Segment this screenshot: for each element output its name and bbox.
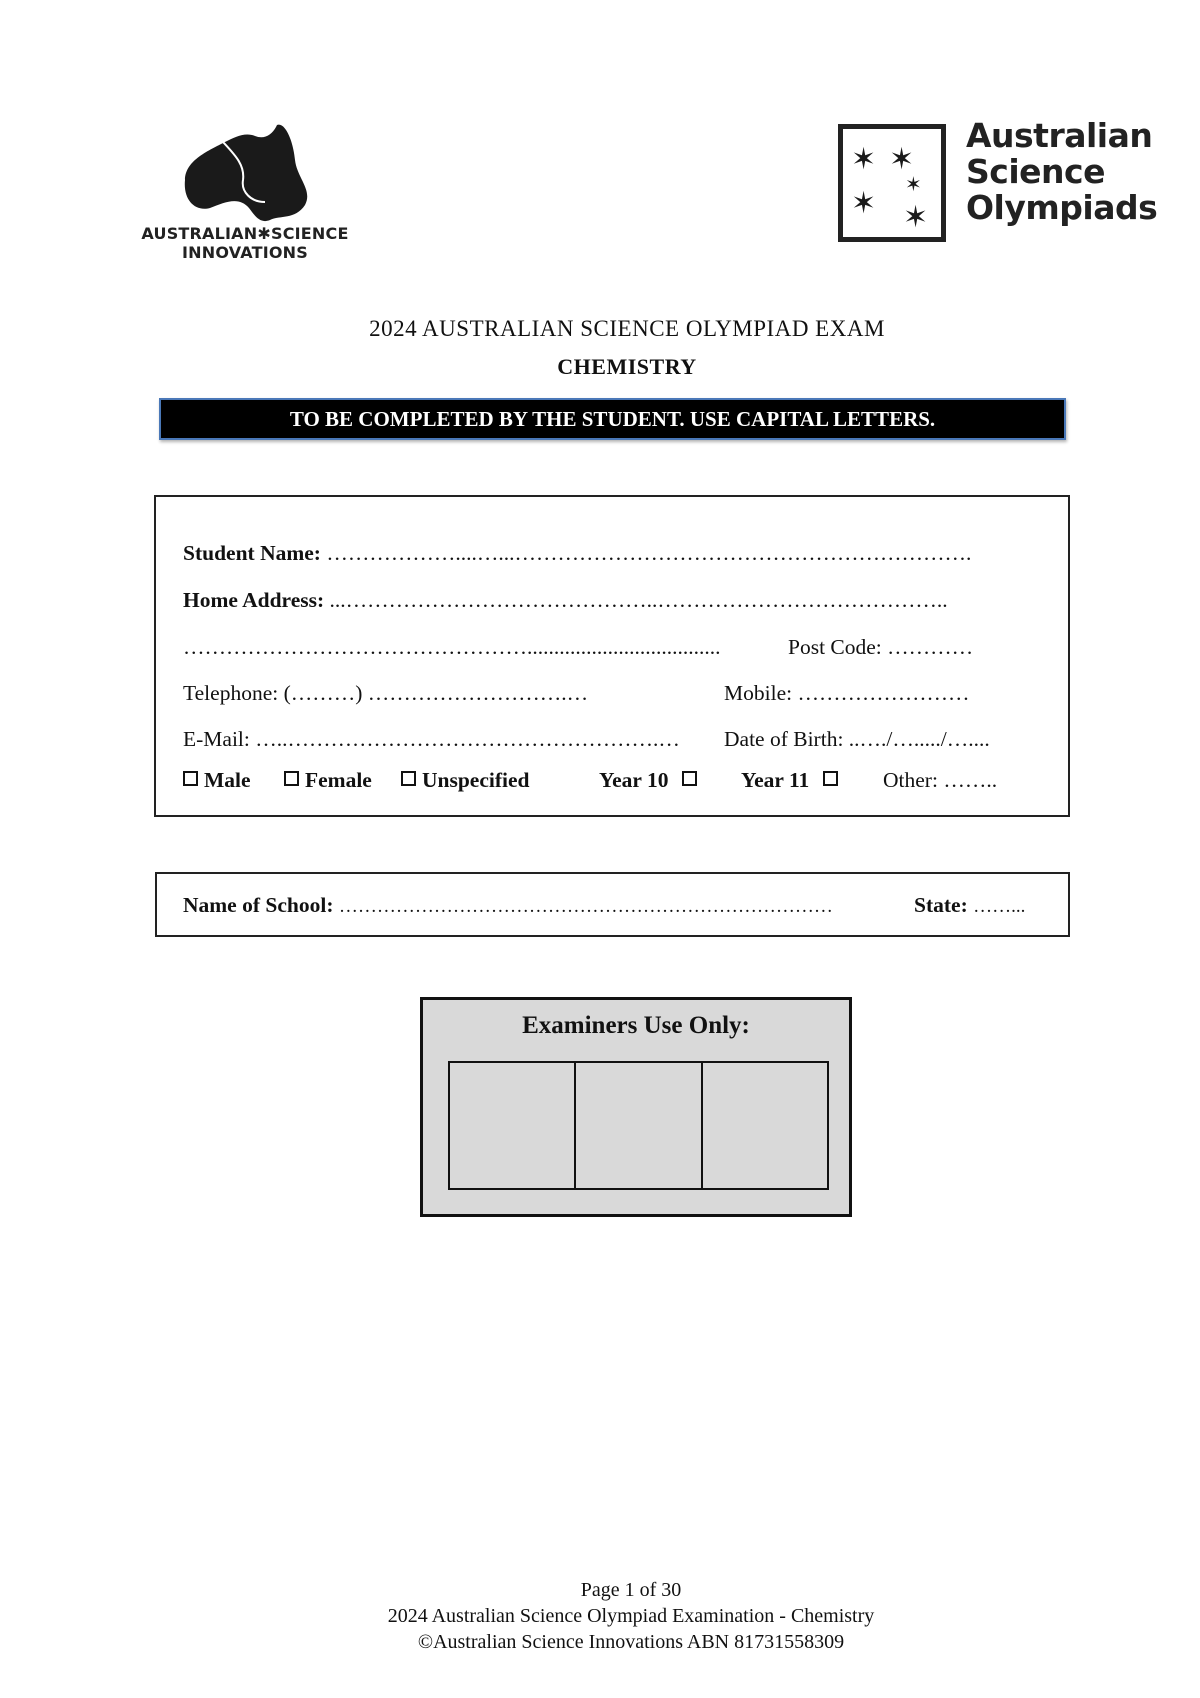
instruction-banner: TO BE COMPLETED BY THE STUDENT. USE CAPITAL LETTERS. [159, 398, 1066, 440]
year-10-label: Year 10 [599, 768, 669, 792]
southern-cross-box [838, 124, 946, 242]
aso-word-olympiads: Olympiads [966, 188, 1158, 227]
subject-title: CHEMISTRY [557, 354, 697, 379]
home-address-label: Home Address: [183, 588, 325, 612]
gender-male-option[interactable] [183, 768, 251, 792]
aso-word-australian: Australian [966, 116, 1153, 155]
school-details-box [155, 872, 1070, 937]
svg-text:✶: ✶ [851, 186, 877, 221]
footer-copyright: ©Australian Science Innovations ABN 81731558309 [417, 1631, 845, 1653]
student-name-label: Student Name: [183, 541, 321, 565]
state-label: State: [914, 893, 968, 917]
asi-word-science: SCIENCE [270, 224, 349, 243]
examiners-score-grid [448, 1061, 829, 1190]
asi-star-icon: ✱ [257, 224, 271, 243]
examiners-title: Examiners Use Only: [522, 1012, 750, 1039]
score-cell[interactable] [576, 1063, 702, 1188]
year-11-checkbox[interactable] [823, 771, 838, 786]
svg-text:✶: ✶ [905, 172, 922, 196]
telephone-label: Telephone: [183, 681, 279, 705]
checkbox-icon[interactable] [183, 771, 198, 786]
asi-logo [125, 120, 365, 270]
asi-word-innovations: INNOVATIONS [182, 243, 308, 262]
aso-logo [838, 116, 1158, 252]
examiners-box [420, 997, 852, 1217]
score-cell[interactable] [703, 1063, 827, 1188]
svg-text:✶: ✶ [889, 142, 915, 177]
other-field[interactable]: …….. [943, 768, 998, 792]
asi-word-australian: AUSTRALIAN [141, 224, 258, 243]
gender-female-label: Female [305, 768, 372, 792]
year-10-checkbox[interactable] [682, 771, 697, 786]
other-label: Other: [883, 768, 938, 792]
student-name-field[interactable]: ………………....…...………………………………………………………. [326, 541, 972, 565]
school-name-field[interactable]: …………………………………………………………………… [338, 896, 833, 917]
state-field[interactable]: ……... [973, 896, 1026, 917]
checkbox-icon[interactable] [284, 771, 299, 786]
date-of-birth-label: Date of Birth: [724, 727, 844, 751]
checkbox-icon[interactable] [401, 771, 416, 786]
svg-text:✶: ✶ [851, 142, 877, 177]
post-code-label: Post Code: [788, 635, 882, 659]
score-cell[interactable] [450, 1063, 576, 1188]
email-field[interactable]: …..…………………………………………….… [255, 727, 680, 751]
southern-cross-stars-icon [843, 129, 941, 237]
telephone-field[interactable]: (………) ……………………….… [283, 681, 589, 705]
page-number: Page 1 of 30 [580, 1579, 682, 1601]
footer-exam-name: 2024 Australian Science Olympiad Examination - Chemistry [387, 1605, 875, 1627]
gender-female-option[interactable] [284, 768, 372, 792]
svg-text:✶: ✶ [903, 200, 929, 235]
australia-map-icon [165, 120, 315, 230]
home-address-field-line2[interactable]: ………………………………………….................................... [183, 635, 721, 659]
date-of-birth-field[interactable]: ..…./…...../….... [848, 727, 990, 751]
home-address-field[interactable]: ...……………………………………..………………………………….. [329, 588, 948, 612]
post-code-field[interactable]: ………… [887, 635, 974, 659]
mobile-field[interactable]: …………………… [797, 681, 970, 705]
gender-unspecified-option[interactable] [401, 768, 530, 792]
student-details-box [154, 495, 1070, 817]
gender-unspecified-label: Unspecified [422, 768, 530, 792]
email-label: E-Mail: [183, 727, 250, 751]
year-11-label: Year 11 [741, 768, 810, 792]
aso-word-science: Science [966, 152, 1105, 191]
school-name-label: Name of School: [183, 893, 334, 917]
exam-title: 2024 AUSTRALIAN SCIENCE OLYMPIAD EXAM [369, 316, 885, 341]
mobile-label: Mobile: [724, 681, 793, 705]
gender-male-label: Male [204, 768, 251, 792]
